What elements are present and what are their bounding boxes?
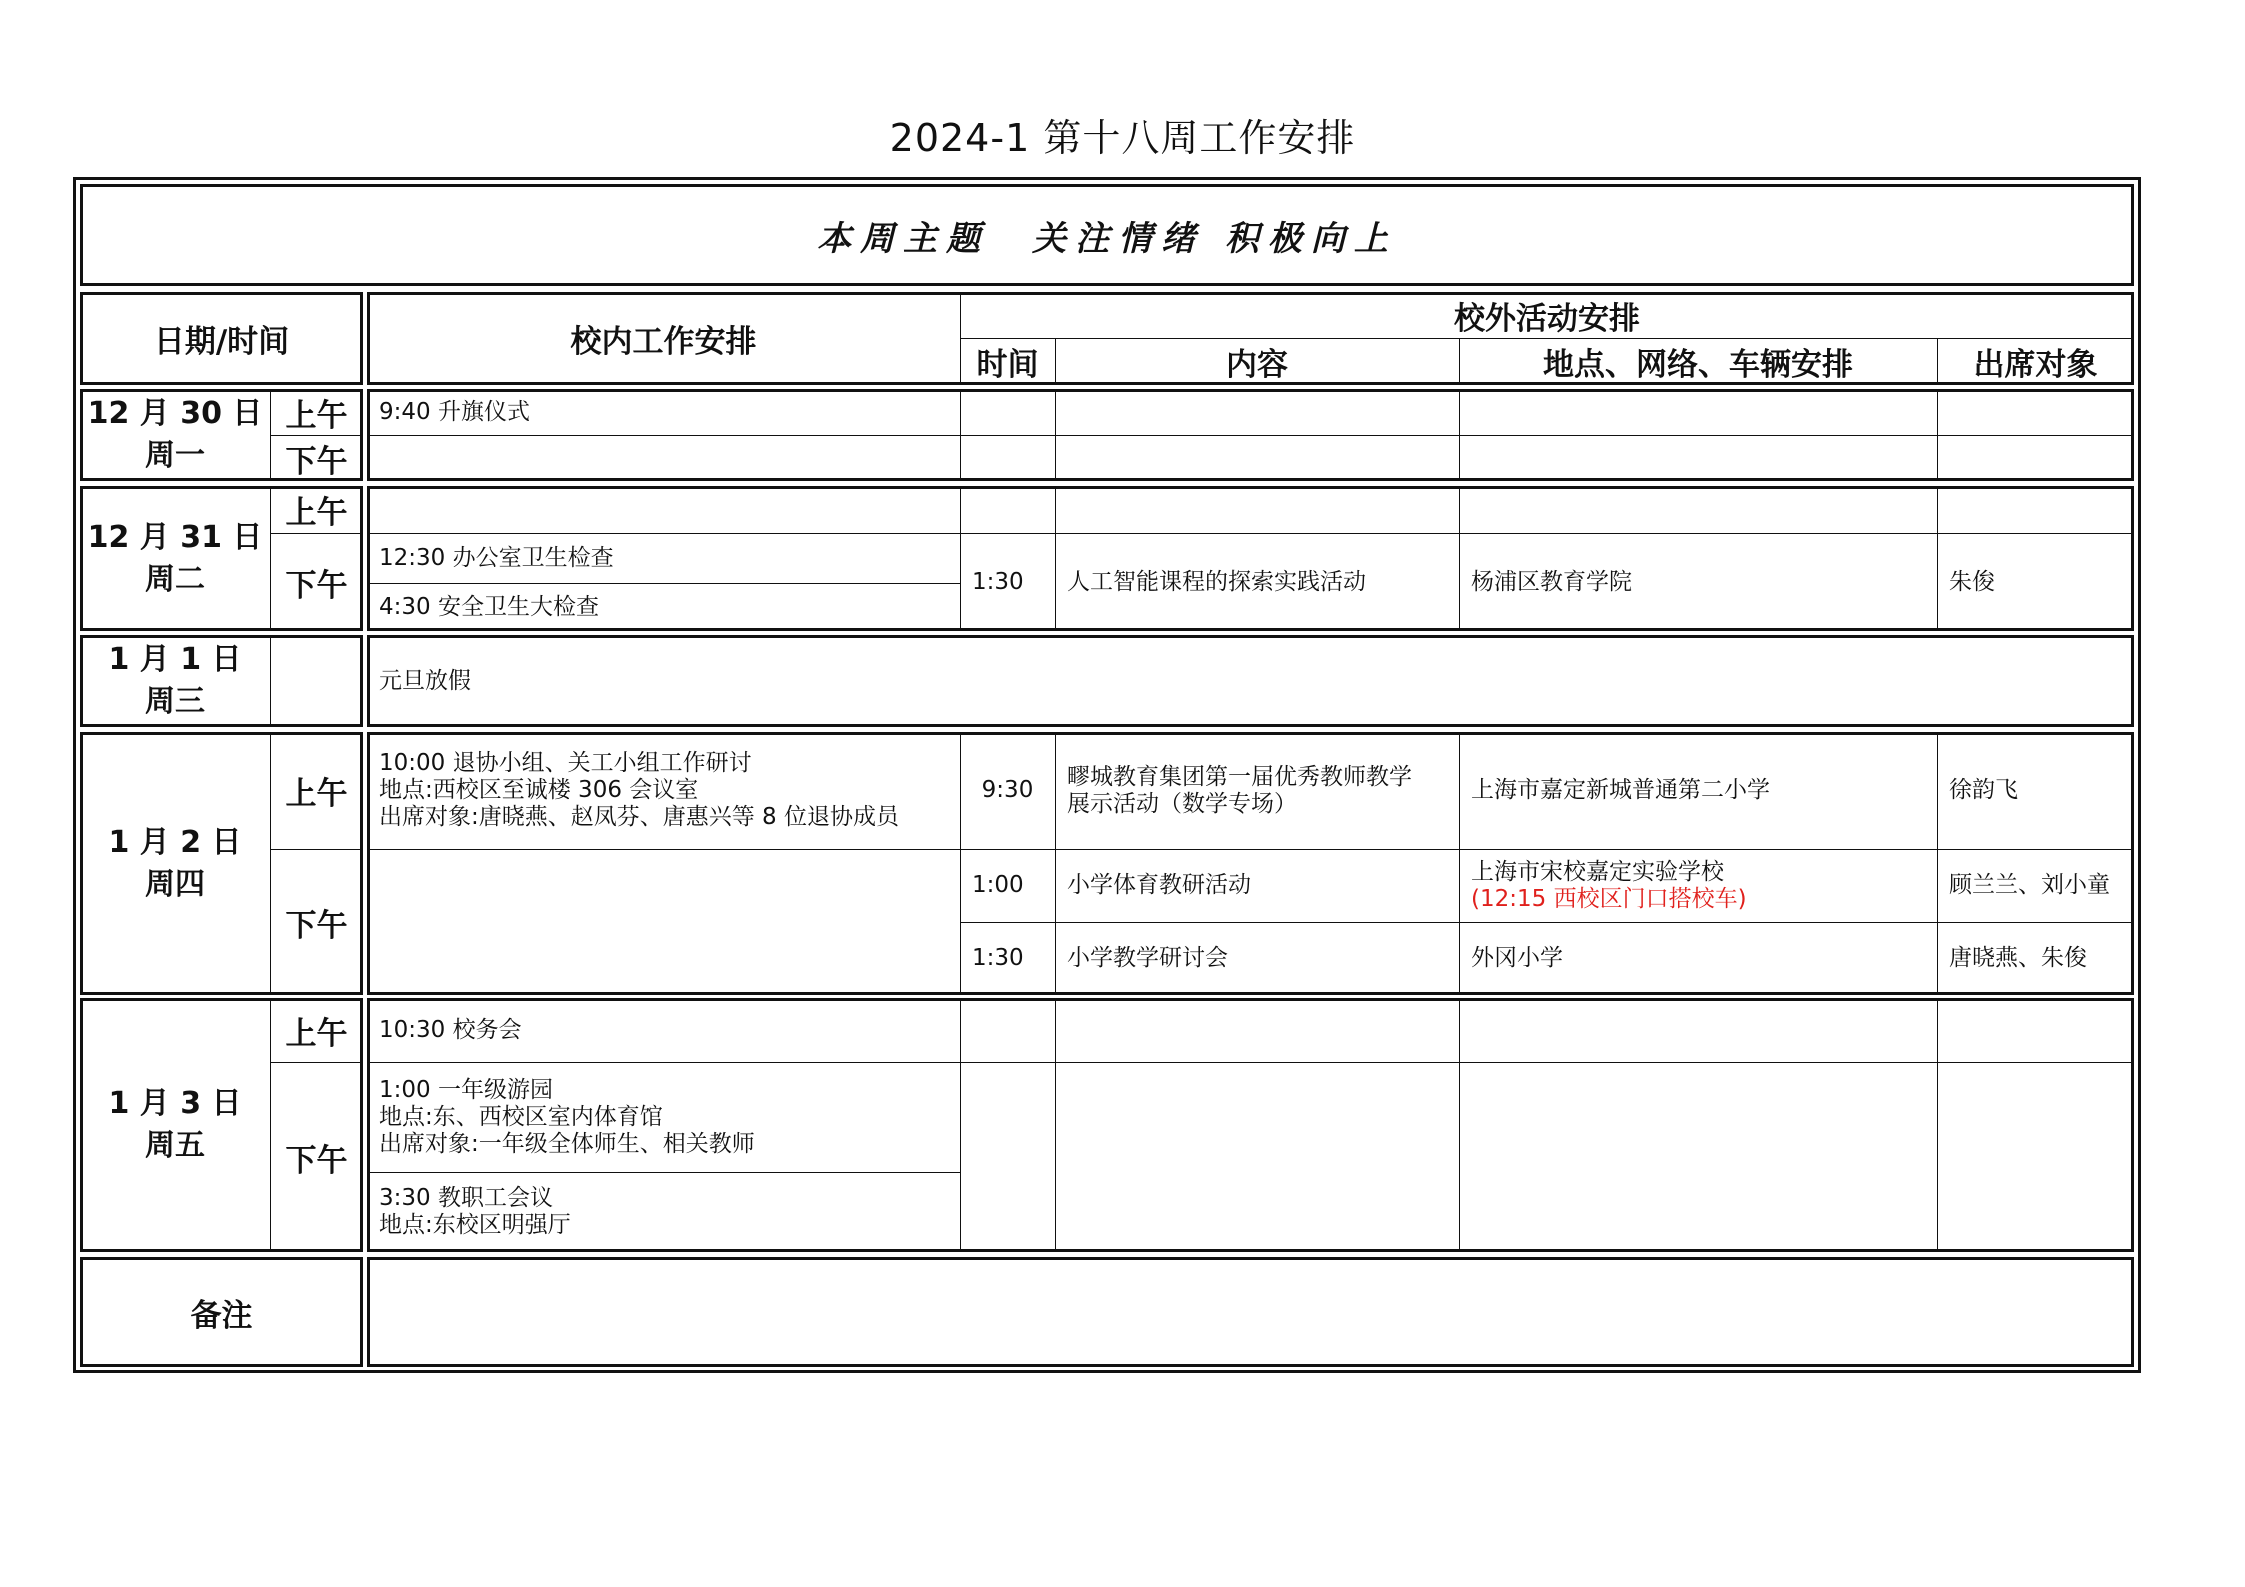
line: 展示活动（数学专场）: [1067, 790, 1297, 817]
date-wed: [80, 635, 270, 727]
thu-pm-ext1-location: [1459, 849, 1937, 922]
weekday-label: 周五: [145, 1128, 205, 1163]
date-label: 1 月 3 日: [108, 1086, 242, 1121]
header-ext-location: 地点、网络、车辆安排: [1543, 347, 1853, 383]
line: 疁城教育集团第一届优秀教师教学: [1067, 763, 1412, 790]
thu-pm-ext2-attendees: 唐晓燕、朱俊: [1949, 945, 2087, 971]
date-tue: [80, 486, 270, 631]
weekday-label: 周四: [145, 866, 205, 902]
header-internal: 校内工作安排: [570, 324, 757, 360]
thu-am-ext-time: 9:30: [981, 777, 1034, 803]
tue-pm-ext-attendees: 朱俊: [1949, 568, 1995, 595]
week-theme: 本周主题 关注情绪 积极向上: [817, 218, 1397, 259]
remarks-label: 备注: [190, 1297, 253, 1334]
weekday-label: 周三: [145, 684, 205, 719]
weekday-label: 周二: [145, 561, 205, 597]
thu-am-ext-location: 上海市嘉定新城普通第二小学: [1471, 777, 1770, 803]
date-thu: [80, 732, 270, 995]
date-fri: [80, 998, 270, 1252]
header-datetime: 日期/时间: [153, 324, 290, 360]
wed-holiday-note: 元旦放假: [379, 667, 471, 694]
period-am: 上午: [285, 776, 348, 812]
tue-pm-ext-content: 人工智能课程的探索实践活动: [1067, 568, 1366, 595]
location-name: 上海市宋校嘉定实验学校: [1471, 858, 1724, 885]
document-title: 2024-1 第十八周工作安排: [889, 116, 1356, 160]
thu-pm-ext2-content: 小学教学研讨会: [1067, 945, 1228, 971]
thu-pm-ext2-location: 外冈小学: [1471, 945, 1563, 971]
tue-pm-internal-2: 4:30 安全卫生大检查: [379, 593, 599, 620]
line: 10:00 退协小组、关工小组工作研讨: [379, 750, 752, 776]
fri-pm-internal-1: [367, 1062, 960, 1172]
header-external: 校外活动安排: [1454, 300, 1640, 337]
fri-am-internal: 10:30 校务会: [379, 1016, 522, 1043]
line: 出席对象:一年级全体师生、相关教师: [379, 1130, 755, 1157]
period-pm: 下午: [285, 567, 348, 604]
date-label: 12 月 30 日: [87, 396, 263, 431]
date-mon: [80, 389, 270, 481]
period-pm: 下午: [285, 1142, 348, 1179]
date-label: 1 月 2 日: [108, 824, 242, 860]
mon-am-internal: 9:40 升旗仪式: [379, 398, 530, 425]
remarks-content: [367, 1257, 2134, 1367]
thu-pm-ext2-time: 1:30: [972, 945, 1024, 971]
header-ext-time: 时间: [976, 347, 1039, 383]
header-ext-attendees: 出席对象: [1973, 347, 2098, 383]
date-label: 1 月 1 日: [108, 642, 242, 677]
date-label: 12 月 31 日: [87, 519, 263, 555]
header-ext-content: 内容: [1226, 347, 1288, 383]
bus-note: (12:15 西校区门口搭校车): [1471, 885, 1747, 912]
thu-am-ext-content: [1055, 732, 1459, 849]
line: 地点:东校区明强厅: [379, 1212, 571, 1238]
thu-am-ext-attendees: 徐韵飞: [1949, 777, 2018, 803]
weekday-label: 周一: [145, 438, 205, 473]
tue-pm-internal-1: 12:30 办公室卫生检查: [379, 544, 614, 571]
period-pm: 下午: [285, 907, 348, 944]
tue-pm-ext-time: 1:30: [972, 568, 1024, 595]
fri-pm-internal-2: [367, 1172, 960, 1252]
thu-pm-ext1-attendees: 顾兰兰、刘小童: [1949, 872, 2110, 898]
thu-pm-ext1-content: 小学体育教研活动: [1067, 872, 1251, 898]
tue-pm-ext-location: 杨浦区教育学院: [1471, 568, 1632, 595]
thu-am-internal: [367, 732, 960, 849]
line: 3:30 教职工会议: [379, 1185, 553, 1211]
period-am: 上午: [285, 1015, 348, 1052]
line: 地点:西校区至诚楼 306 会议室: [379, 777, 699, 803]
period-am: 上午: [285, 495, 348, 531]
thu-pm-ext1-time: 1:00: [972, 872, 1024, 898]
line: 地点:东、西校区室内体育馆: [379, 1103, 663, 1130]
line: 1:00 一年级游园: [379, 1076, 553, 1103]
period-pm: 下午: [285, 443, 348, 480]
period-am: 上午: [285, 397, 348, 434]
line: 出席对象:唐晓燕、赵凤芬、唐惠兴等 8 位退协成员: [379, 804, 900, 830]
